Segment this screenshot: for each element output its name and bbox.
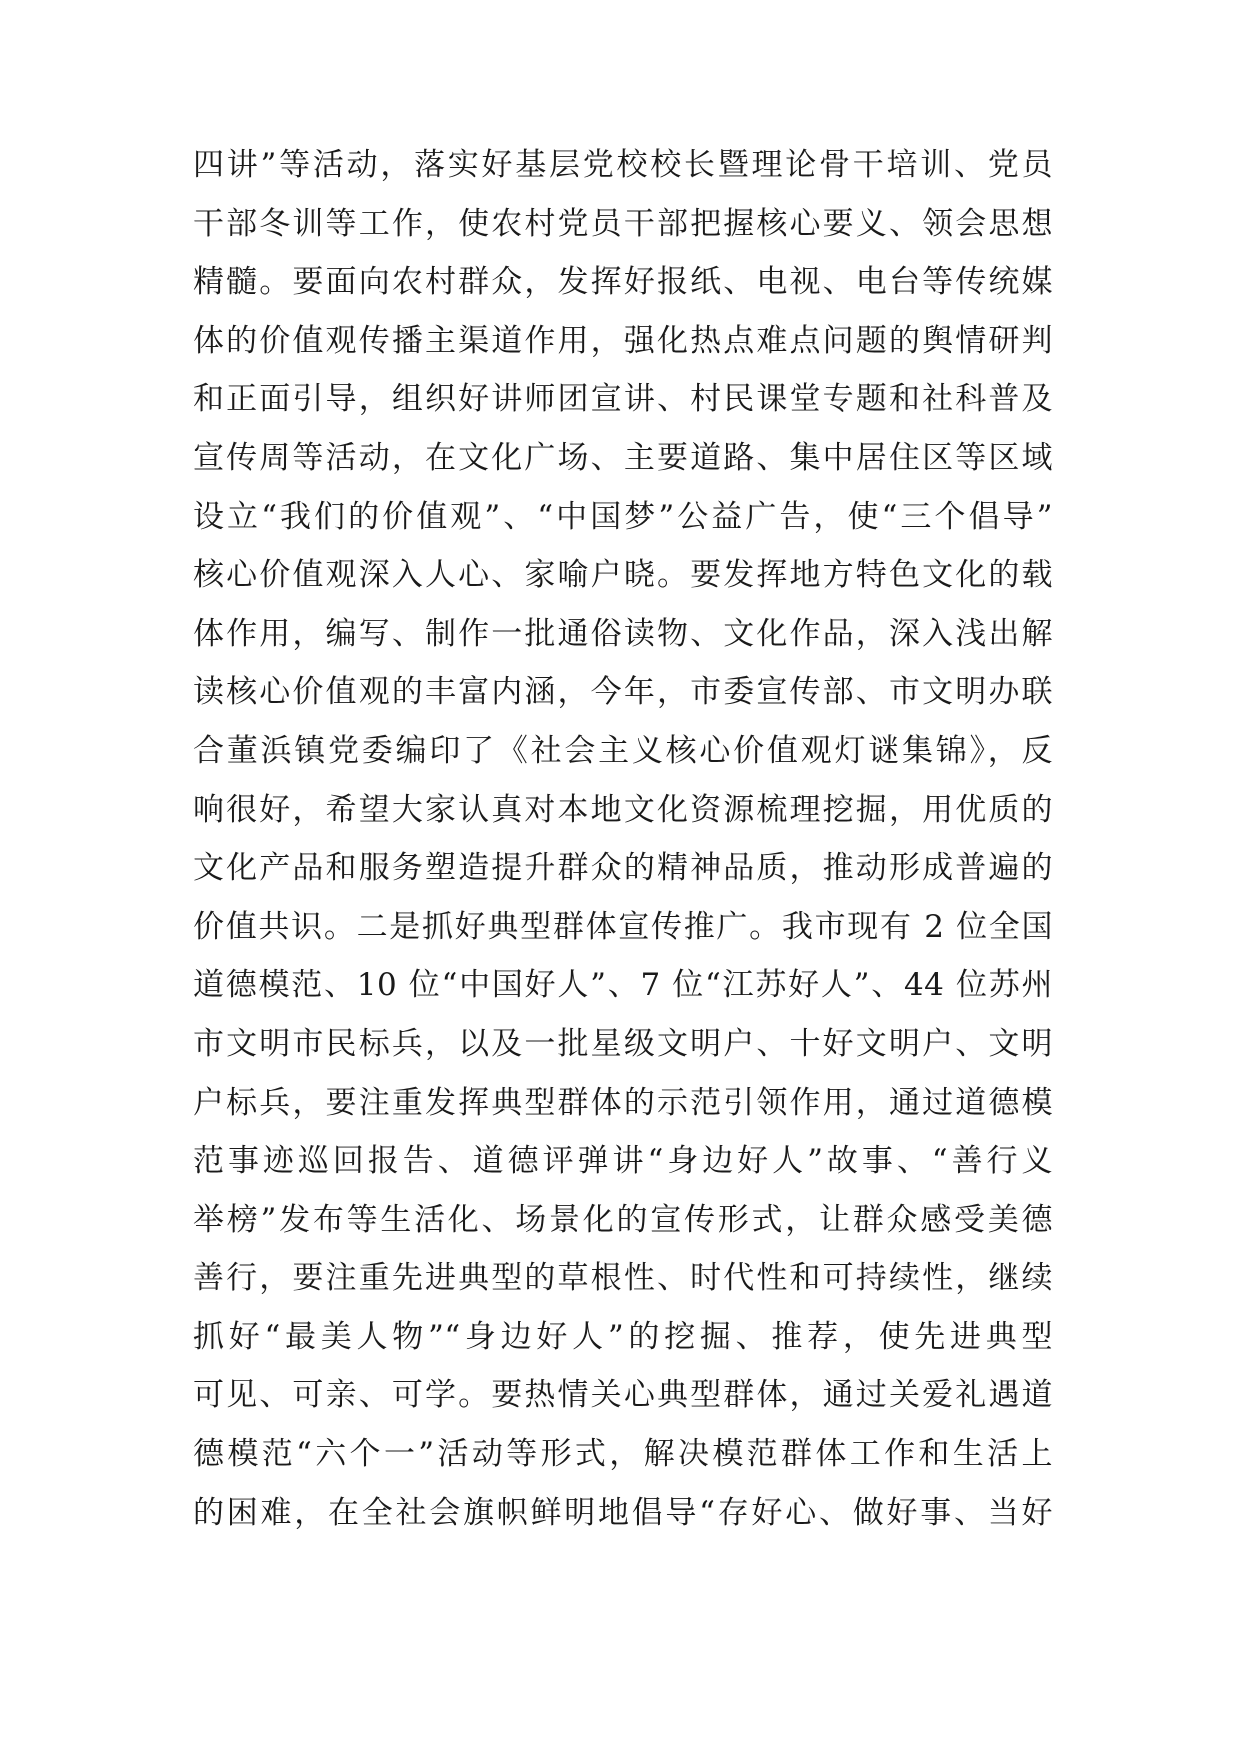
text-line-14: 价值共识。二是抓好典型群体宣传推广。我市现有 2 位全国 xyxy=(193,908,1053,945)
text-line-24: 的困难，在全社会旗帜鲜明地倡导“存好心、做好事、当好 xyxy=(193,1494,1053,1531)
text-line-17: 户标兵，要注重发挥典型群体的示范引领作用，通过道德模 xyxy=(193,1084,1053,1121)
text-line-10: 读核心价值观的丰富内涵，今年，市委宣传部、市文明办联 xyxy=(193,674,1053,711)
text-line-15: 道德模范、10 位“中国好人”、7 位“江苏好人”、44 位苏州 xyxy=(193,967,1053,1004)
text-line-3: 精髓。要面向农村群众，发挥好报纸、电视、电台等传统媒 xyxy=(193,264,1053,301)
text-line-21: 抓好“最美人物”“身边好人”的挖掘、推荐，使先进典型 xyxy=(193,1318,1053,1355)
text-line-1: 四讲”等活动，落实好基层党校校长暨理论骨干培训、党员 xyxy=(193,147,1053,183)
text-line-16: 市文明市民标兵，以及一批星级文明户、十好文明户、文明 xyxy=(193,1025,1053,1062)
text-line-6: 宣传周等活动，在文化广场、主要道路、集中居住区等区域 xyxy=(193,439,1053,476)
text-line-4: 体的价值观传播主渠道作用，强化热点难点问题的舆情研判 xyxy=(193,322,1053,359)
text-line-9: 体作用，编写、制作一批通俗读物、文化作品，深入浅出解 xyxy=(193,615,1053,652)
text-line-20: 善行，要注重先进典型的草根性、时代性和可持续性，继续 xyxy=(193,1260,1053,1297)
text-line-18: 范事迹巡回报告、道德评弹讲“身边好人”故事、“善行义 xyxy=(193,1143,1053,1180)
text-line-11: 合董浜镇党委编印了《社会主义核心价值观灯谜集锦》，反 xyxy=(193,732,1053,769)
text-line-12: 响很好，希望大家认真对本地文化资源梳理挖掘，用优质的 xyxy=(193,791,1053,828)
text-line-2: 干部冬训等工作，使农村党员干部把握核心要义、领会思想 xyxy=(193,205,1053,242)
text-line-19: 举榜”发布等生活化、场景化的宣传形式，让群众感受美德 xyxy=(193,1201,1053,1238)
text-line-8: 核心价值观深入人心、家喻户晓。要发挥地方特色文化的载 xyxy=(193,557,1053,594)
text-line-13: 文化产品和服务塑造提升群众的精神品质，推动形成普遍的 xyxy=(193,850,1053,887)
text-line-23: 德模范“六个一”活动等形式，解决模范群体工作和生活上 xyxy=(193,1436,1053,1473)
text-line-7: 设立“我们的价值观”、“中国梦”公益广告，使“三个倡导” xyxy=(193,498,1053,535)
text-line-5: 和正面引导，组织好讲师团宣讲、村民课堂专题和社科普及 xyxy=(193,381,1053,418)
body-text xyxy=(193,136,1053,1542)
text-line-22: 可见、可亲、可学。要热情关心典型群体，通过关爱礼遇道 xyxy=(193,1377,1053,1414)
